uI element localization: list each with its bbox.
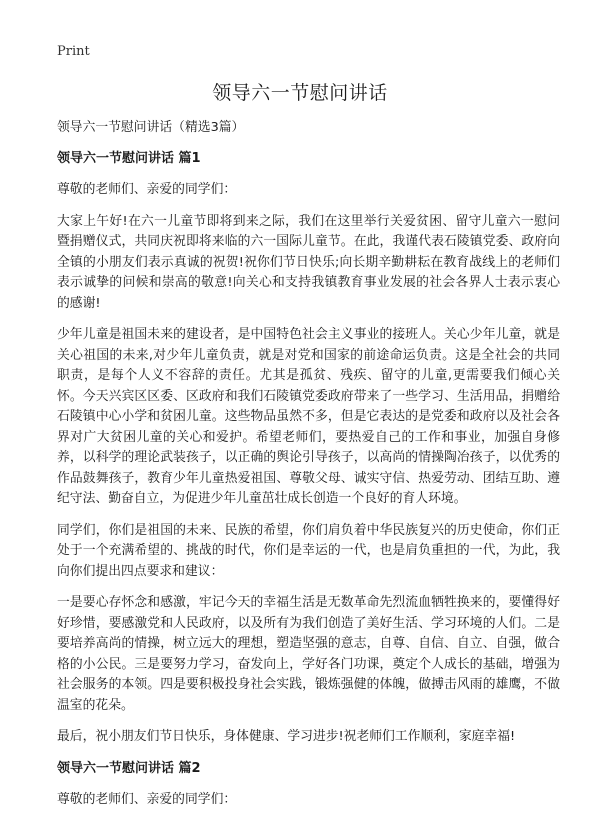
paragraph: 尊敬的老师们、亲爱的同学们： — [57, 792, 237, 807]
paragraph: 尊敬的老师们、亲爱的同学们： — [57, 182, 237, 197]
section-heading: 领导六一节慰问讲话 篇1 — [57, 150, 201, 166]
paragraph: 最后，祝小朋友们节日快乐，身体健康、学习进步!祝老师们工作顺利，家庭幸福! — [57, 729, 516, 744]
page-title: 领导六一节慰问讲话 — [212, 82, 388, 104]
document-subtitle: 领导六一节慰问讲话（精选3篇） — [57, 120, 245, 135]
section-heading: 领导六一节慰问讲话 篇2 — [57, 760, 201, 776]
paragraph: 大家上午好!在六一儿童节即将到来之际，我们在这里举行关爱贫困、留守儿童六一慰问暨捐赠仪式，共同庆祝即将来临的六一国际儿童节。在此，我谨代表石陵镇党委、政府向全镇的小朋友们表示真诚的祝贺!祝你们节日快乐;向长期辛勤耕耘在教育战线上的老师们表示诚挚的问候和崇高的敬意!向关心和支持我镇教育事业发展的社会各界人士表示衷心的感谢! — [57, 213, 560, 311]
paragraph: 同学们，你们是祖国的未来、民族的希望，你们肩负着中华民族复兴的历史使命，你们正处于一个充满希望的、挑战的时代，你们是幸运的一代，也是肩负重担的一代，为此，我向你们提出四点要求和建议： — [57, 522, 560, 579]
document-body — [57, 118, 560, 822]
paragraph: 少年儿童是祖国未来的建设者，是中国特色社会主义事业的接班人。关心少年儿童，就是关心祖国的未来,对少年儿童负责，就是对党和国家的前途命运负责。这是全社会的共同职责，是每个人义不容辞的责任。尤其是孤贫、残疾、留守的儿童,更需要我们倾心关怀。今天兴宾区区委、区政府和我们石陵镇党委政府带来了一些学习、生活用品，捐赠给石陵镇中心小学和贫困儿童。这些物品虽然不多，但是它表达的是党委和政府以及社会各界对广大贫困儿童的关心和爱护。希望老师们，要热爱自己的工作和事业，加强自身修养，以科学的理论武装孩子，以正确的舆论引导孩子，以高尚的情操陶冶孩子，以优秀的作品鼓舞孩子，教育少年儿童热爱祖国、尊敬父母、诚实守信、热爱劳动、团结互助、遵纪守法、勤奋自立，为促进少年儿童茁壮成长创造一个良好的育人环境。 — [57, 327, 560, 506]
print-link[interactable]: Print — [57, 44, 90, 59]
paragraph: 一是要心存怀念和感激，牢记今天的幸福生活是无数革命先烈流血牺牲换来的，要懂得好好珍惜，要感激党和人民政府，以及所有为我们创造了美好生活、学习环境的人们。二是要培养高尚的情操，树立远大的理想，塑造坚强的意志，自尊、自信、自立、自强，做合格的小公民。三是要努力学习，奋发向上，学好各门功课，奠定个人成长的基础，增强为社会服务的本领。四是要积极投身社会实践，锻炼强健的体魄，做搏击风雨的雄鹰，不做温室的花朵。 — [57, 595, 560, 713]
